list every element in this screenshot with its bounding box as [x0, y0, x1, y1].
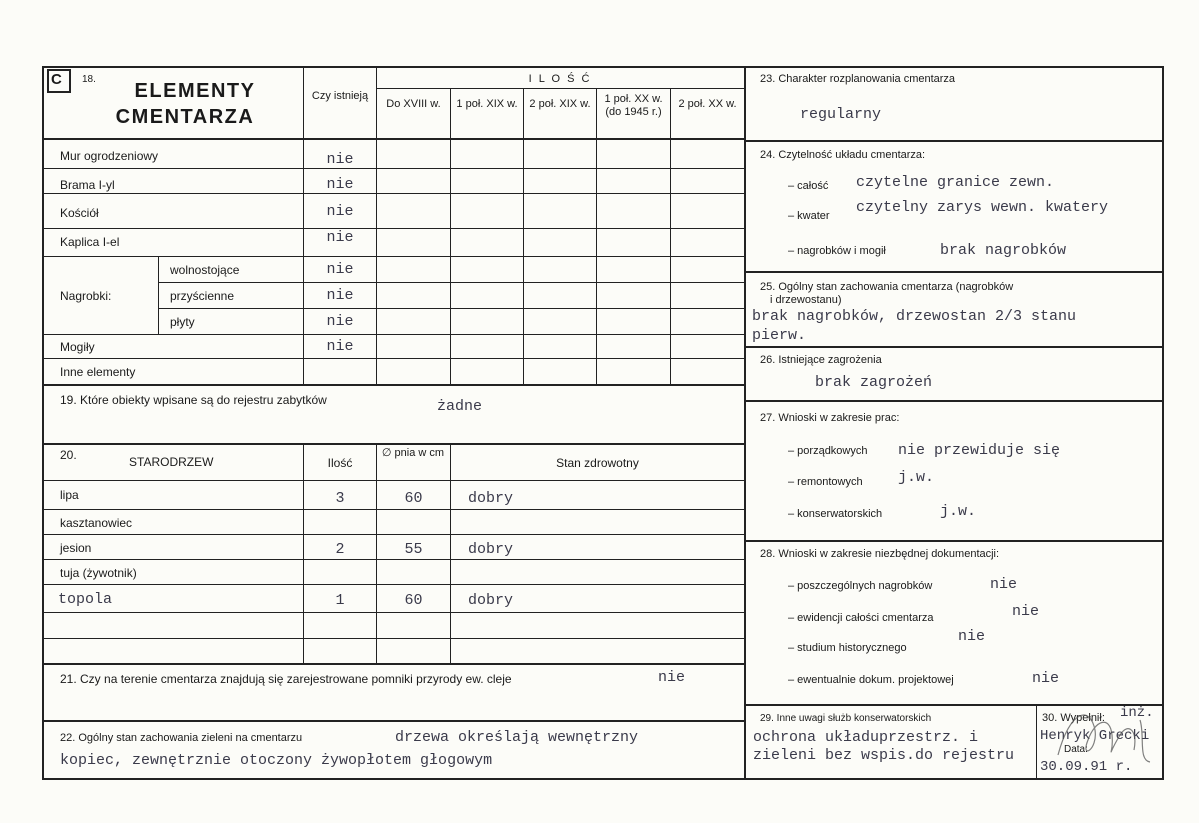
element-value: nie: [326, 287, 354, 304]
q30-label: 30. Wypełnił:: [1042, 712, 1105, 724]
col-czy-istnieja: Czy istnieją: [311, 90, 369, 102]
element-value: nie: [326, 261, 354, 278]
q27-item-value: nie przewiduje się: [898, 442, 1061, 459]
period-col: Do XVIII w.: [386, 98, 441, 110]
q28-item-value: nie: [990, 576, 1018, 593]
tree-pnia: 60: [404, 490, 423, 507]
q29-value-line1: ochrona układuprzestrz. i: [753, 729, 979, 746]
q27-item-label: – porządkowych: [788, 445, 868, 457]
tree-name: tuja (żywotnik): [60, 566, 137, 580]
element-label: Mur ogrodzeniowy: [60, 149, 159, 163]
tree-ilosc: 3: [335, 490, 345, 507]
element-label: Mogiły: [60, 340, 95, 354]
element-label: płyty: [170, 315, 195, 329]
q21-value: nie: [658, 669, 686, 686]
element-value: nie: [326, 176, 354, 193]
q28-item-label: – ewidencji całości cmentarza: [788, 612, 934, 624]
q27-item-label: – remontowych: [788, 476, 863, 488]
q27-item-value: j.w.: [940, 503, 977, 520]
element-value: nie: [326, 203, 354, 220]
element-label: przyścienne: [170, 289, 235, 303]
q22-label: 22. Ogólny stan zachowania zieleni na cmentarzu: [60, 732, 303, 744]
q24-item-label: – nagrobków i mogił: [788, 245, 886, 257]
section-letter: C: [51, 71, 62, 88]
q25-label-line2: i drzewostanu): [770, 294, 842, 306]
q24-item-value: brak nagrobków: [940, 242, 1067, 259]
tree-stan: dobry: [468, 490, 514, 507]
q25-label-line1: 25. Ogólny stan zachowania cmentarza (nagrobków: [760, 281, 1014, 293]
element-value: nie: [326, 338, 354, 355]
q24-item-label: – całość: [788, 180, 829, 192]
q19-value: żadne: [437, 398, 483, 415]
tree-stan: dobry: [468, 541, 514, 558]
tree-stan: dobry: [468, 592, 514, 609]
period-col: 2 poł. XX w.: [678, 98, 737, 110]
period-col: 1 poł. XIX w.: [456, 98, 518, 110]
q25-value-line1: brak nagrobków, drzewostan 2/3 stanu: [752, 308, 1077, 325]
element-value: nie: [326, 229, 354, 246]
nagrobki-label: Nagrobki:: [60, 289, 112, 303]
q28-item-label: – poszczególnych nagrobków: [788, 580, 933, 592]
q23-label: 23. Charakter rozplanowania cmentarza: [760, 73, 956, 85]
element-value: nie: [326, 151, 354, 168]
trees-number: 20.: [60, 448, 77, 462]
trees-col-stan: Stan zdrowotny: [556, 456, 639, 470]
tree-name: kasztanowiec: [60, 516, 133, 530]
col-ilosc: I L O Ś Ć: [528, 73, 592, 85]
q26-label: 26. Istniejące zagrożenia: [760, 354, 882, 366]
q29-label: 29. Inne uwagi służb konserwatorskich: [760, 713, 932, 724]
q30-date: 30.09.91 r.: [1040, 759, 1133, 775]
q26-value: brak zagrożeń: [815, 374, 933, 391]
signature: [1050, 700, 1160, 775]
title-line2: CMENTARZA: [115, 106, 255, 128]
period-col: 2 poł. XIX w.: [529, 98, 591, 110]
q28-item-value: nie: [1032, 670, 1060, 687]
q27-item-label: – konserwatorskich: [788, 508, 883, 520]
q28-label: 28. Wnioski w zakresie niezbędnej dokumentacji:: [760, 548, 1000, 560]
element-label: Inne elementy: [60, 365, 136, 379]
tree-ilosc: 2: [335, 541, 345, 558]
q30-name-line1: inż.: [1120, 705, 1154, 721]
q24-label: 24. Czytelność układu cmentarza:: [760, 149, 926, 161]
period-col: 1 poł. XX w. (do 1945 r.): [604, 93, 663, 118]
tree-name: topola: [58, 591, 113, 608]
tree-pnia: 55: [404, 541, 423, 558]
tree-pnia: 60: [404, 592, 423, 609]
element-label: wolnostojące: [170, 263, 240, 277]
q28-item-value: nie: [1012, 603, 1040, 620]
q24-item-label: – kwater: [788, 210, 830, 222]
trees-title: STARODRZEW: [129, 455, 214, 469]
q21-label: 21. Czy na terenie cmentarza znajdują się zarejestrowane pomniki przyrody ew. cleje: [60, 672, 512, 686]
q23-value: regularny: [800, 106, 882, 123]
section-number: 18.: [82, 74, 96, 85]
q30-name-line2: Henryk Grecki: [1040, 728, 1150, 744]
element-label: Kaplica I-el: [60, 235, 120, 249]
trees-col-pnia: ∅ pnia w cm: [381, 447, 445, 459]
q27-item-value: j.w.: [898, 469, 935, 486]
q30-data-label: Data:: [1064, 744, 1088, 755]
tree-name: lipa: [60, 488, 79, 502]
element-label: Kościół: [60, 206, 99, 220]
tree-name: jesion: [60, 541, 92, 555]
tree-ilosc: 1: [335, 592, 345, 609]
q29-value-line2: zieleni bez wspis.do rejestru: [753, 747, 1015, 764]
title-line1: ELEMENTY: [134, 80, 256, 102]
q28-item-value: nie: [958, 628, 986, 645]
element-label: Brama I-yl: [60, 178, 115, 192]
q28-item-label: – ewentualnie dokum. projektowej: [788, 674, 954, 686]
q22-value-line2: kopiec, zewnętrznie otoczony żywopłotem głogowym: [60, 752, 493, 769]
q24-item-value: czytelny zarys wewn. kwatery: [856, 199, 1109, 216]
q27-label: 27. Wnioski w zakresie prac:: [760, 412, 900, 424]
q25-value-line2: pierw.: [752, 327, 807, 344]
q22-value-line1: drzewa określają wewnętrzny: [395, 729, 639, 746]
trees-col-ilosc: Ilość: [327, 456, 353, 470]
q28-item-label: – studium historycznego: [788, 642, 907, 654]
element-value: nie: [326, 313, 354, 330]
q19-label: 19. Które obiekty wpisane są do rejestru zabytków: [60, 393, 327, 407]
q24-item-value: czytelne granice zewn.: [856, 174, 1055, 191]
